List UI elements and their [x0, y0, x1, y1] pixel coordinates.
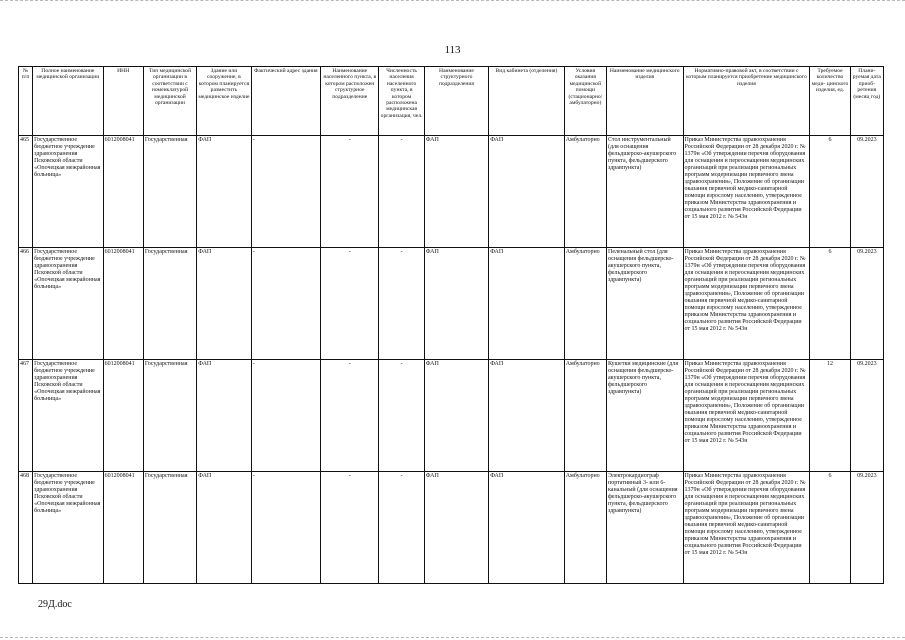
cell-conditions: Амбулаторно — [564, 472, 606, 584]
equipment-table — [18, 66, 884, 584]
cell-org: Государственное бюджетное учреждение здравоохранения Псковской области «Опочецкая межрайонная больница» — [33, 360, 103, 472]
cell-org: Государственное бюджетное учреждение здравоохранения Псковской области «Опочецкая межрайонная больница» — [33, 248, 103, 360]
col-header-device: Наименование медицинского изделия — [606, 67, 683, 136]
cell-device: Пеленальный стол (для оснащения фельдшерско-акушерского пункта, фельдшерского здравпункта) — [606, 248, 683, 360]
cell-address: - — [251, 136, 320, 248]
cell-unit: ФАП — [424, 360, 488, 472]
cell-population: - — [379, 472, 424, 584]
cell-unit: ФАП — [424, 248, 488, 360]
cell-act: Приказ Министерства здравоохранения Российской Федерации от 28 декабря 2020 г. № 1379н «Об утверждении перечня оборудования для оснащения и переоснащения медицинских организаций при реализации региональных программ модернизации первичного звена здравоохранения», Положение об организации оказания первичной медико-санитарной помощи взрослому населению, утвержденное приказом Министерства здравоохранения и социального развития Российской Федерации от 15 мая 2012 г. № 543н — [683, 360, 810, 472]
col-header-settlement: Наименование населенного пункта, в котором расположен структурное подразделение — [321, 67, 379, 136]
cell-population: - — [379, 136, 424, 248]
cell-address: - — [251, 360, 320, 472]
col-header-unit: Наименование структурного подразделения — [424, 67, 488, 136]
cell-inn: 6012008041 — [103, 136, 143, 248]
cell-address: - — [251, 472, 320, 584]
cell-settlement: - — [321, 136, 379, 248]
table-row — [19, 248, 884, 360]
col-header-conditions: Условия оказания медицинской помощи (стационарно/ амбулаторно) — [564, 67, 606, 136]
footer-filename: 29Д.doc — [38, 599, 72, 610]
cell-qty: 6 — [810, 136, 850, 248]
cell-type: Государственная — [143, 472, 196, 584]
cell-date: 09.2023 — [850, 248, 883, 360]
cell-num: 467 — [19, 360, 33, 472]
scan-edge-top — [0, 0, 905, 6]
cell-date: 09.2023 — [850, 472, 883, 584]
cell-org: Государственное бюджетное учреждение здравоохранения Псковской области «Опочецкая межрайонная больница» — [33, 136, 103, 248]
cell-unit: ФАП — [424, 472, 488, 584]
cell-inn: 6012008041 — [103, 248, 143, 360]
col-header-act: Нормативно-правовой акт, в соответствии с которым планируется приобретение медицинского изделия — [683, 67, 810, 136]
col-header-building: Здание или сооружение, в котором планируется разместить медицинское изделие — [197, 67, 251, 136]
col-header-address: Фактический адрес здания — [251, 67, 320, 136]
cell-qty: 6 — [810, 248, 850, 360]
col-header-org: Полное наименование медицинской организации — [33, 67, 103, 136]
cell-building: ФАП — [197, 248, 251, 360]
cell-num: 465 — [19, 136, 33, 248]
cell-device: Стол инструментальный (для оснащения фельдшерско-акушерского пункта, фельдшерского здравпункта) — [606, 136, 683, 248]
cell-settlement: - — [321, 472, 379, 584]
scan-edge-bottom — [0, 633, 905, 638]
cell-device: Электрокардиограф портативный 3- или 6-канальный (для оснащения фельдшерско-акушерского пункта, фельдшерского здравпункта) — [606, 472, 683, 584]
col-header-date: Плани- руемая дата приоб- ретения (месяц год) — [850, 67, 883, 136]
col-header-type: Тип медицинской организации в соответствии с номенклатурой медицинской организации — [143, 67, 196, 136]
cell-qty: 12 — [810, 360, 850, 472]
cell-inn: 6012008041 — [103, 360, 143, 472]
cell-building: ФАП — [197, 472, 251, 584]
cell-cabinet: ФАП — [489, 136, 565, 248]
table-row — [19, 136, 884, 248]
col-header-num: № п/п — [19, 67, 33, 136]
cell-conditions: Амбулаторно — [564, 248, 606, 360]
cell-act: Приказ Министерства здравоохранения Российской Федерации от 28 декабря 2020 г. № 1379н «Об утверждении перечня оборудования для оснащения и переоснащения медицинских организаций при реализации региональных программ модернизации первичного звена здравоохранения», Положение об организации оказания первичной медико-санитарной помощи взрослому населению, утвержденное приказом Министерства здравоохранения и социального развития Российской Федерации от 15 мая 2012 г. № 543н — [683, 472, 810, 584]
cell-conditions: Амбулаторно — [564, 136, 606, 248]
cell-act: Приказ Министерства здравоохранения Российской Федерации от 28 декабря 2020 г. № 1379н «Об утверждении перечня оборудования для оснащения и переоснащения медицинских организаций при реализации региональных программ модернизации первичного звена здравоохранения», Положение об организации оказания первичной медико-санитарной помощи взрослому населению, утвержденное приказом Министерства здравоохранения и социального развития Российской Федерации от 15 мая 2012 г. № 543н — [683, 248, 810, 360]
cell-inn: 6012008041 — [103, 472, 143, 584]
cell-conditions: Амбулаторно — [564, 360, 606, 472]
cell-settlement: - — [321, 360, 379, 472]
cell-cabinet: ФАП — [489, 248, 565, 360]
table-header-row — [19, 67, 884, 136]
col-header-inn: ИНН — [103, 67, 143, 136]
cell-date: 09.2023 — [850, 136, 883, 248]
page-number: 113 — [444, 44, 461, 56]
col-header-cabinet: Вид кабинета (отделения) — [489, 67, 565, 136]
cell-qty: 6 — [810, 472, 850, 584]
cell-cabinet: ФАП — [489, 360, 565, 472]
cell-act: Приказ Министерства здравоохранения Российской Федерации от 28 декабря 2020 г. № 1379н «Об утверждении перечня оборудования для оснащения и переоснащения медицинских организаций при реализации региональных программ модернизации первичного звена здравоохранения», Положение об организации оказания первичной медико-санитарной помощи взрослому населению, утвержденное приказом Министерства здравоохранения и социального развития Российской Федерации от 15 мая 2012 г. № 543н — [683, 136, 810, 248]
cell-cabinet: ФАП — [489, 472, 565, 584]
cell-num: 468 — [19, 472, 33, 584]
cell-org: Государственное бюджетное учреждение здравоохранения Псковской области «Опочецкая межрайонная больница» — [33, 472, 103, 584]
table-row — [19, 472, 884, 584]
cell-building: ФАП — [197, 360, 251, 472]
cell-address: - — [251, 248, 320, 360]
cell-unit: ФАП — [424, 136, 488, 248]
table-row — [19, 360, 884, 472]
cell-num: 466 — [19, 248, 33, 360]
cell-population: - — [379, 248, 424, 360]
cell-type: Государственная — [143, 360, 196, 472]
cell-building: ФАП — [197, 136, 251, 248]
cell-type: Государственная — [143, 136, 196, 248]
cell-type: Государственная — [143, 248, 196, 360]
cell-date: 09.2023 — [850, 360, 883, 472]
col-header-qty: Требуемое количество меди- цинского изделия, ед. — [810, 67, 850, 136]
cell-device: Кушетки медицинские (для оснащения фельдшерско-акушерского пункта, фельдшерского здравпункта) — [606, 360, 683, 472]
cell-population: - — [379, 360, 424, 472]
cell-settlement: - — [321, 248, 379, 360]
col-header-population: Численность населения населенного пункта, в котором расположена медицинская организация, чел. — [379, 67, 424, 136]
